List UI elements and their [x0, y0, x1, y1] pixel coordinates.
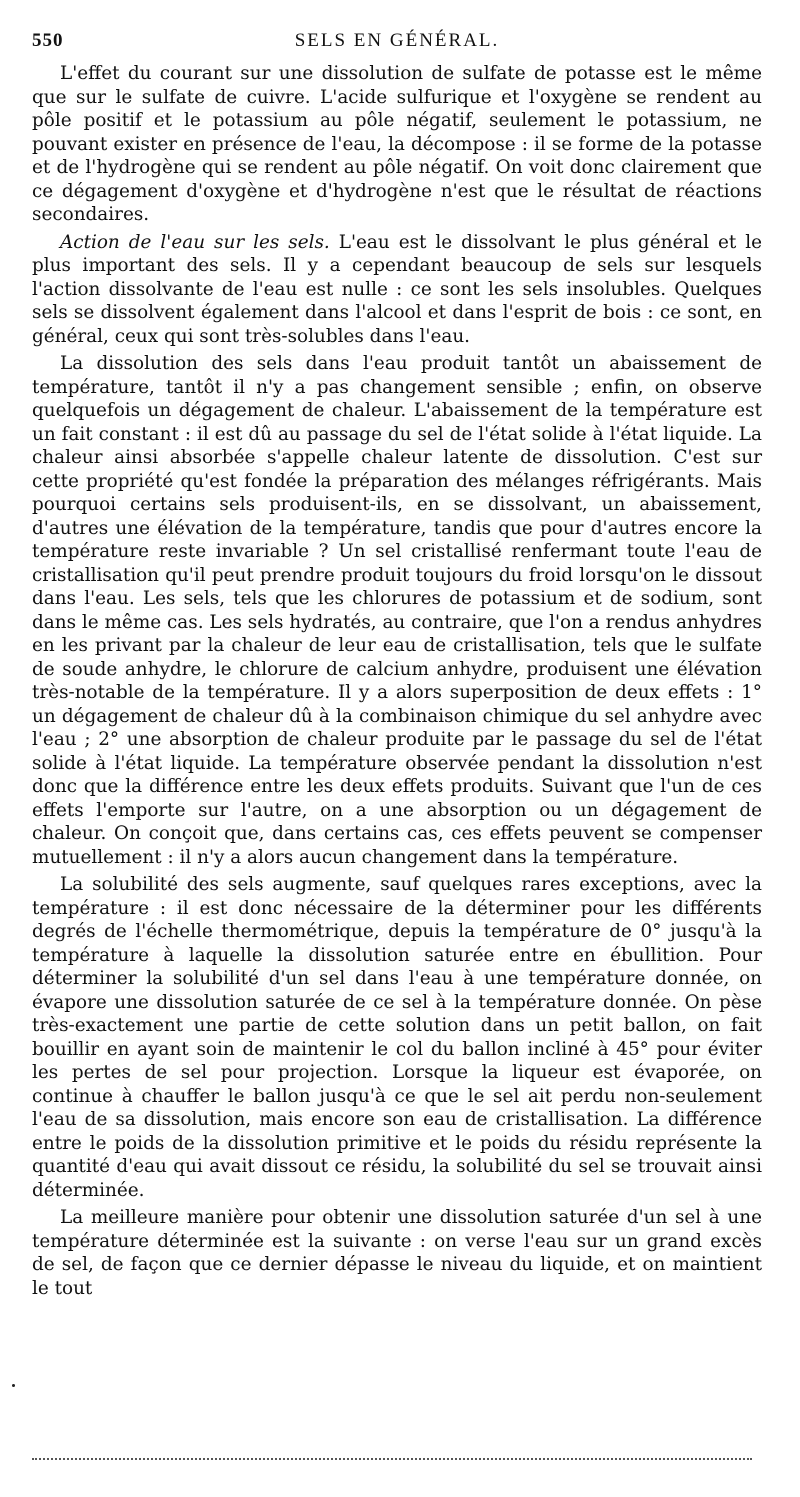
body-text	[32, 62, 762, 1300]
paragraph-text: La meilleure manière pour obtenir une dissolution saturée d'un sel à une température déterminée est la suivante : on verse l'eau sur un grand excès de sel, de façon que ce dernier dépasse le niveau du liquide, et on maintient le tout	[32, 1207, 762, 1299]
paragraph	[32, 231, 762, 349]
paragraph-text: La dissolution des sels dans l'eau produit tantôt un abaissement de température, tantôt il n'y a pas changement sensible ; enfin, on observe quelquefois un dégagement de chaleur. L'abaissement de la température est un fait constant : il est dû au passage du sel de l'état solide à l'état liquide. La chaleur ainsi absorbée s'appelle chaleur latente de dissolution. C'est sur cette propriété qu'est fondée la préparation des mélanges réfrigérants. Mais pourquoi certains sels produisent-ils, en se dissolvant, un abaissement, d'autres une élévation de la température, tandis que pour d'autres encore la température reste invariable ? Un sel cristallisé renfermant toute l'eau de cristallisation qu'il peut prendre produit toujours du froid lorsqu'on le dissout dans l'eau. Les sels, tels que les chlorures de potassium et de sodium, sont dans le même cas. Les sels hydratés, au contraire, que l'on a rendus anhydres en les privant par la chaleur de leur eau de cristallisation, tels que le sulfate de soude anhydre, le chlorure de calcium anhydre, produisent une élévation très-notable de la température. Il y a alors superposition de deux effets : 1° un dégagement de chaleur dû à la combinaison chimique du sel anhydre avec l'eau ; 2° une absorption de chaleur produite par le passage du sel de l'état solide à l'état liquide. La température observée pendant la dissolution n'est donc que la différence entre les deux effets produits. Suivant que l'un de ces effets l'emporte sur l'autre, on a une absorption ou un dégagement de chaleur. On conçoit que, dans certains cas, ces effets peuvent se compenser mutuellement : il n'y a alors aucun changement dans la température.	[32, 353, 762, 868]
paragraph-text: La solubilité des sels augmente, sauf quelques rares exceptions, avec la température : il est donc nécessaire de la déterminer pour les différents degrés de l'échelle thermométrique, depuis la température de 0° jusqu'à la température à laquelle la dissolution saturée entre en ébullition. Pour déterminer la solubilité d'un sel dans l'eau à une température donnée, on évapore une dissolution saturée de ce sel à la température donnée. On pèse très-exactement une partie de cette solution dans un petit ballon, on fait bouillir en ayant soin de maintenir le col du ballon incliné à 45° pour éviter les pertes de sel pour projection. Lorsque la liqueur est évaporée, on continue à chauffer le ballon jusqu'à ce que le sel ait perdu non-seulement l'eau de sa dissolution, mais encore son eau de cristallisation. La différence entre le poids de la dissolution primitive et le poids du résidu représente la quantité d'eau qui avait dissout ce résidu, la solubilité du sel se trouvait ainsi déterminée.	[32, 874, 762, 1201]
paragraph	[32, 352, 762, 869]
page-number: 550	[32, 30, 64, 51]
print-speck	[12, 1384, 15, 1387]
paragraph	[32, 1206, 762, 1300]
page-header	[32, 30, 762, 56]
paragraph-text: L'effet du courant sur une dissolution de sulfate de potasse est le même que sur le sulfate de cuivre. L'acide sulfurique et l'oxygène se rendent au pôle positif et le potassium au pôle négatif, seulement le potassium, ne pouvant exister en présence de l'eau, la décompose : il se forme de la potasse et de l'hydrogène qui se rendent au pôle négatif. On voit donc clairement que ce dégagement d'oxygène et d'hydrogène n'est que le résultat de réactions secondaires.	[32, 63, 762, 225]
paragraph	[32, 873, 762, 1202]
section-lead: Action de l'eau sur les sels.	[60, 231, 330, 253]
footer-dotted-rule	[32, 1458, 752, 1460]
paragraph-text: L'eau est le dissolvant le plus général et le plus important des sels. Il y a cependant beaucoup de sels sur lesquels l'action dissolvante de l'eau est nulle : ce sont les sels insolubles. Quelques sels se dissolvent également dans l'alcool et dans l'esprit de bois : ce sont, en général, ceux qui sont très-solubles dans l'eau.	[32, 231, 762, 347]
book-page	[32, 30, 762, 1300]
paragraph	[32, 62, 762, 227]
running-head: SELS EN GÉNÉRAL.	[294, 30, 500, 51]
